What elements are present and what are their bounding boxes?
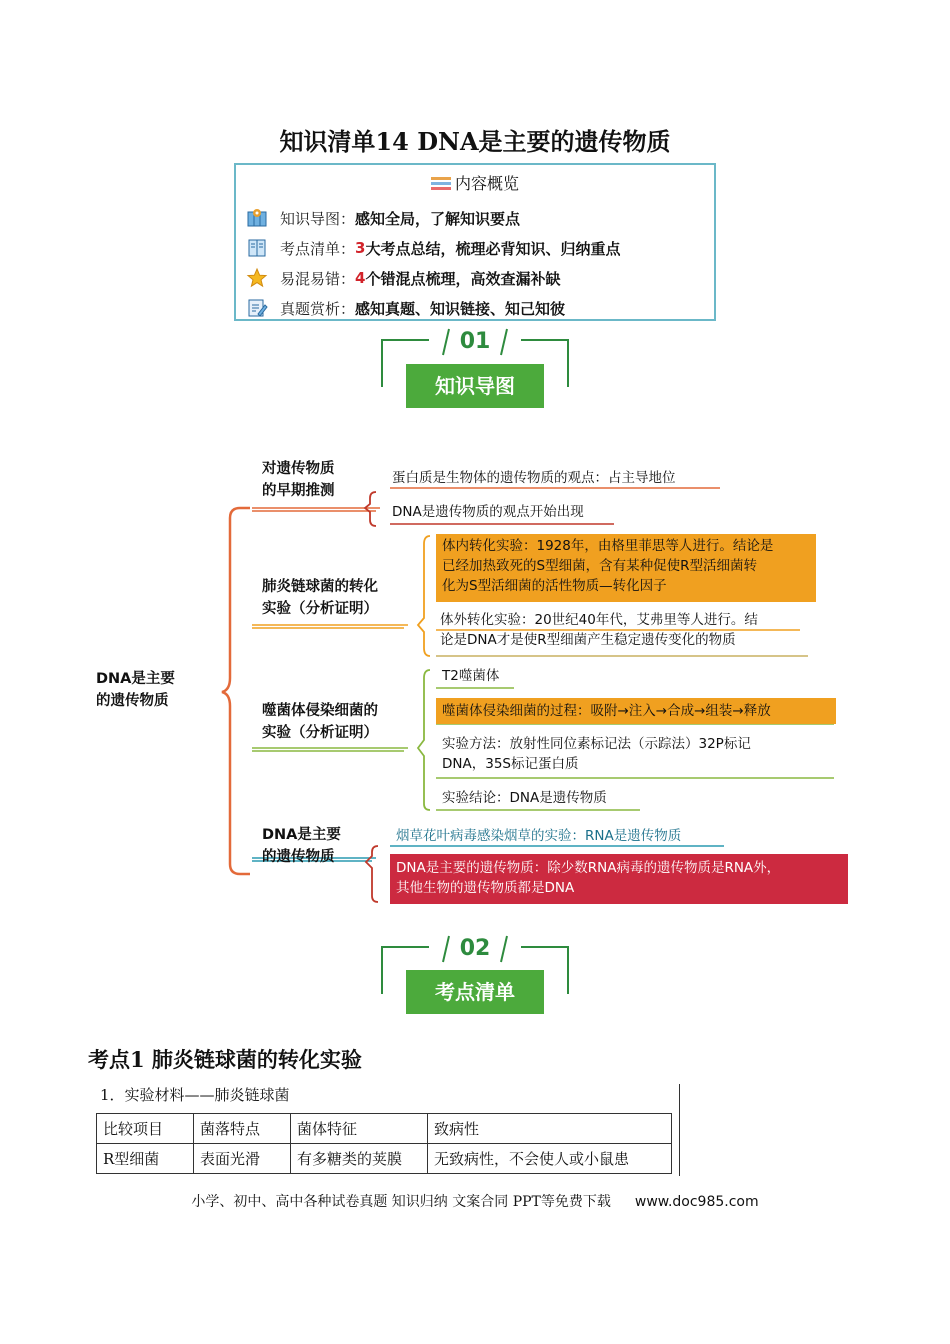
branch-phage-infection: 噬菌体侵染细菌的 实验（分析证明） (262, 703, 378, 741)
map-icon (246, 207, 268, 229)
leaf-protein-view: 蛋白质是生物体的遗传物质的观点：占主导地位 (392, 470, 676, 486)
kaodian-1-title: 考点1 肺炎链球菌的转化实验 (88, 1047, 362, 1072)
footer (0, 1191, 950, 1211)
overview-text: 感知全局，了解知识要点 (355, 209, 521, 228)
leaf-t2-phage: T2噬菌体 (442, 668, 500, 684)
comparison-table (96, 1113, 672, 1174)
overview-label: 考点清单： (280, 239, 356, 258)
leaf-tobacco-mosaic: 烟草花叶病毒感染烟草的实验：RNA是遗传物质 (396, 828, 682, 844)
table-cell: R型细菌 (97, 1144, 194, 1174)
overview-label: 真题赏析： (280, 299, 356, 318)
overview-label: 知识导图： (280, 209, 356, 228)
table-cell: 表面光滑 (194, 1144, 291, 1174)
leaf-dna-view: DNA是遗传物质的观点开始出现 (392, 504, 584, 520)
leaf-in-vitro-transformation: 体外转化实验：20世纪40年代，艾弗里等人进行。结 论是DNA才是使R型细菌产生稳定遗传变化的物质 (440, 612, 758, 648)
list-icon (431, 177, 451, 191)
margin-line (679, 1084, 680, 1176)
edit-icon (246, 297, 268, 319)
branch-pneumococcus-transformation: 肺炎链球菌的转化 实验（分析证明） (262, 579, 378, 617)
overview-row-book (246, 235, 620, 261)
leaf-dna-main-conclusion: DNA是主要的遗传物质：除少数RNA病毒的遗传物质是RNA外， 其他生物的遗传物质都是DNA (390, 854, 848, 904)
overview-num: 3 (355, 239, 366, 257)
leaf-phage-process: 噬菌体侵染细菌的过程：吸附→注入→合成→组装→释放 (436, 698, 836, 724)
table-header-cell: 菌落特点 (194, 1114, 291, 1144)
section-number (429, 327, 521, 357)
branch-early-speculation: 对遗传物质 的早期推测 (262, 461, 335, 499)
footer-text: 小学、初中、高中各种试卷真题 知识归纳 文案合同 PPT等免费下载 (191, 1194, 611, 1210)
book-icon (246, 237, 268, 259)
mind-map-root: DNA是主要 的遗传物质 (96, 671, 175, 709)
mind-map (80, 448, 860, 918)
overview-text: 大考点总结，梳理必背知识、归纳重点 (365, 239, 621, 258)
table-header-cell: 致病性 (428, 1114, 672, 1144)
section-num-text: 01 (459, 329, 491, 354)
overview-box (234, 163, 716, 321)
overview-label: 易混易错： (280, 269, 356, 288)
section-num-text: 02 (459, 936, 491, 961)
section-02-label: 考点清单 (406, 970, 544, 1014)
table-cell: 有多糖类的荚膜 (291, 1144, 428, 1174)
leaf-experiment-method: 实验方法：放射性同位素标记法（示踪法）32P标记 DNA，35S标记蛋白质 (442, 736, 751, 772)
star-icon (246, 267, 268, 289)
branch-dna-main: DNA是主要 的遗传物质 (262, 827, 341, 865)
kaodian-1-subtitle: 1．实验材料——肺炎链球菌 (100, 1086, 290, 1104)
table-cell: 无致病性，不会使人或小鼠患 (428, 1144, 672, 1174)
page-title: 知识清单14 DNA是主要的遗传物质 (279, 127, 671, 156)
table-row (97, 1144, 672, 1174)
overview-text: 个错混点梳理，高效查漏补缺 (365, 269, 561, 288)
table-header-cell: 比较项目 (97, 1114, 194, 1144)
overview-heading-text: 内容概览 (454, 174, 519, 193)
overview-row-star (246, 265, 560, 291)
leaf-in-vivo-transformation: 体内转化实验：1928年，由格里菲思等人进行。结论是 已经加热致死的S型细菌，含有某种促使R型活细菌转 化为S型活细菌的活性物质—转化因子 (436, 534, 816, 602)
overview-num: 4 (355, 269, 366, 287)
leaf-experiment-conclusion: 实验结论：DNA是遗传物质 (442, 790, 607, 806)
section-number (429, 934, 521, 964)
overview-row-map (246, 205, 520, 231)
overview-heading (236, 171, 714, 194)
footer-url[interactable]: www.doc985.com (634, 1194, 759, 1210)
table-header-row (97, 1114, 672, 1144)
overview-row-edit (246, 295, 565, 321)
section-01-label: 知识导图 (406, 364, 544, 408)
overview-text: 感知真题、知识链接、知己知彼 (355, 299, 566, 318)
table-header-cell: 菌体特征 (291, 1114, 428, 1144)
